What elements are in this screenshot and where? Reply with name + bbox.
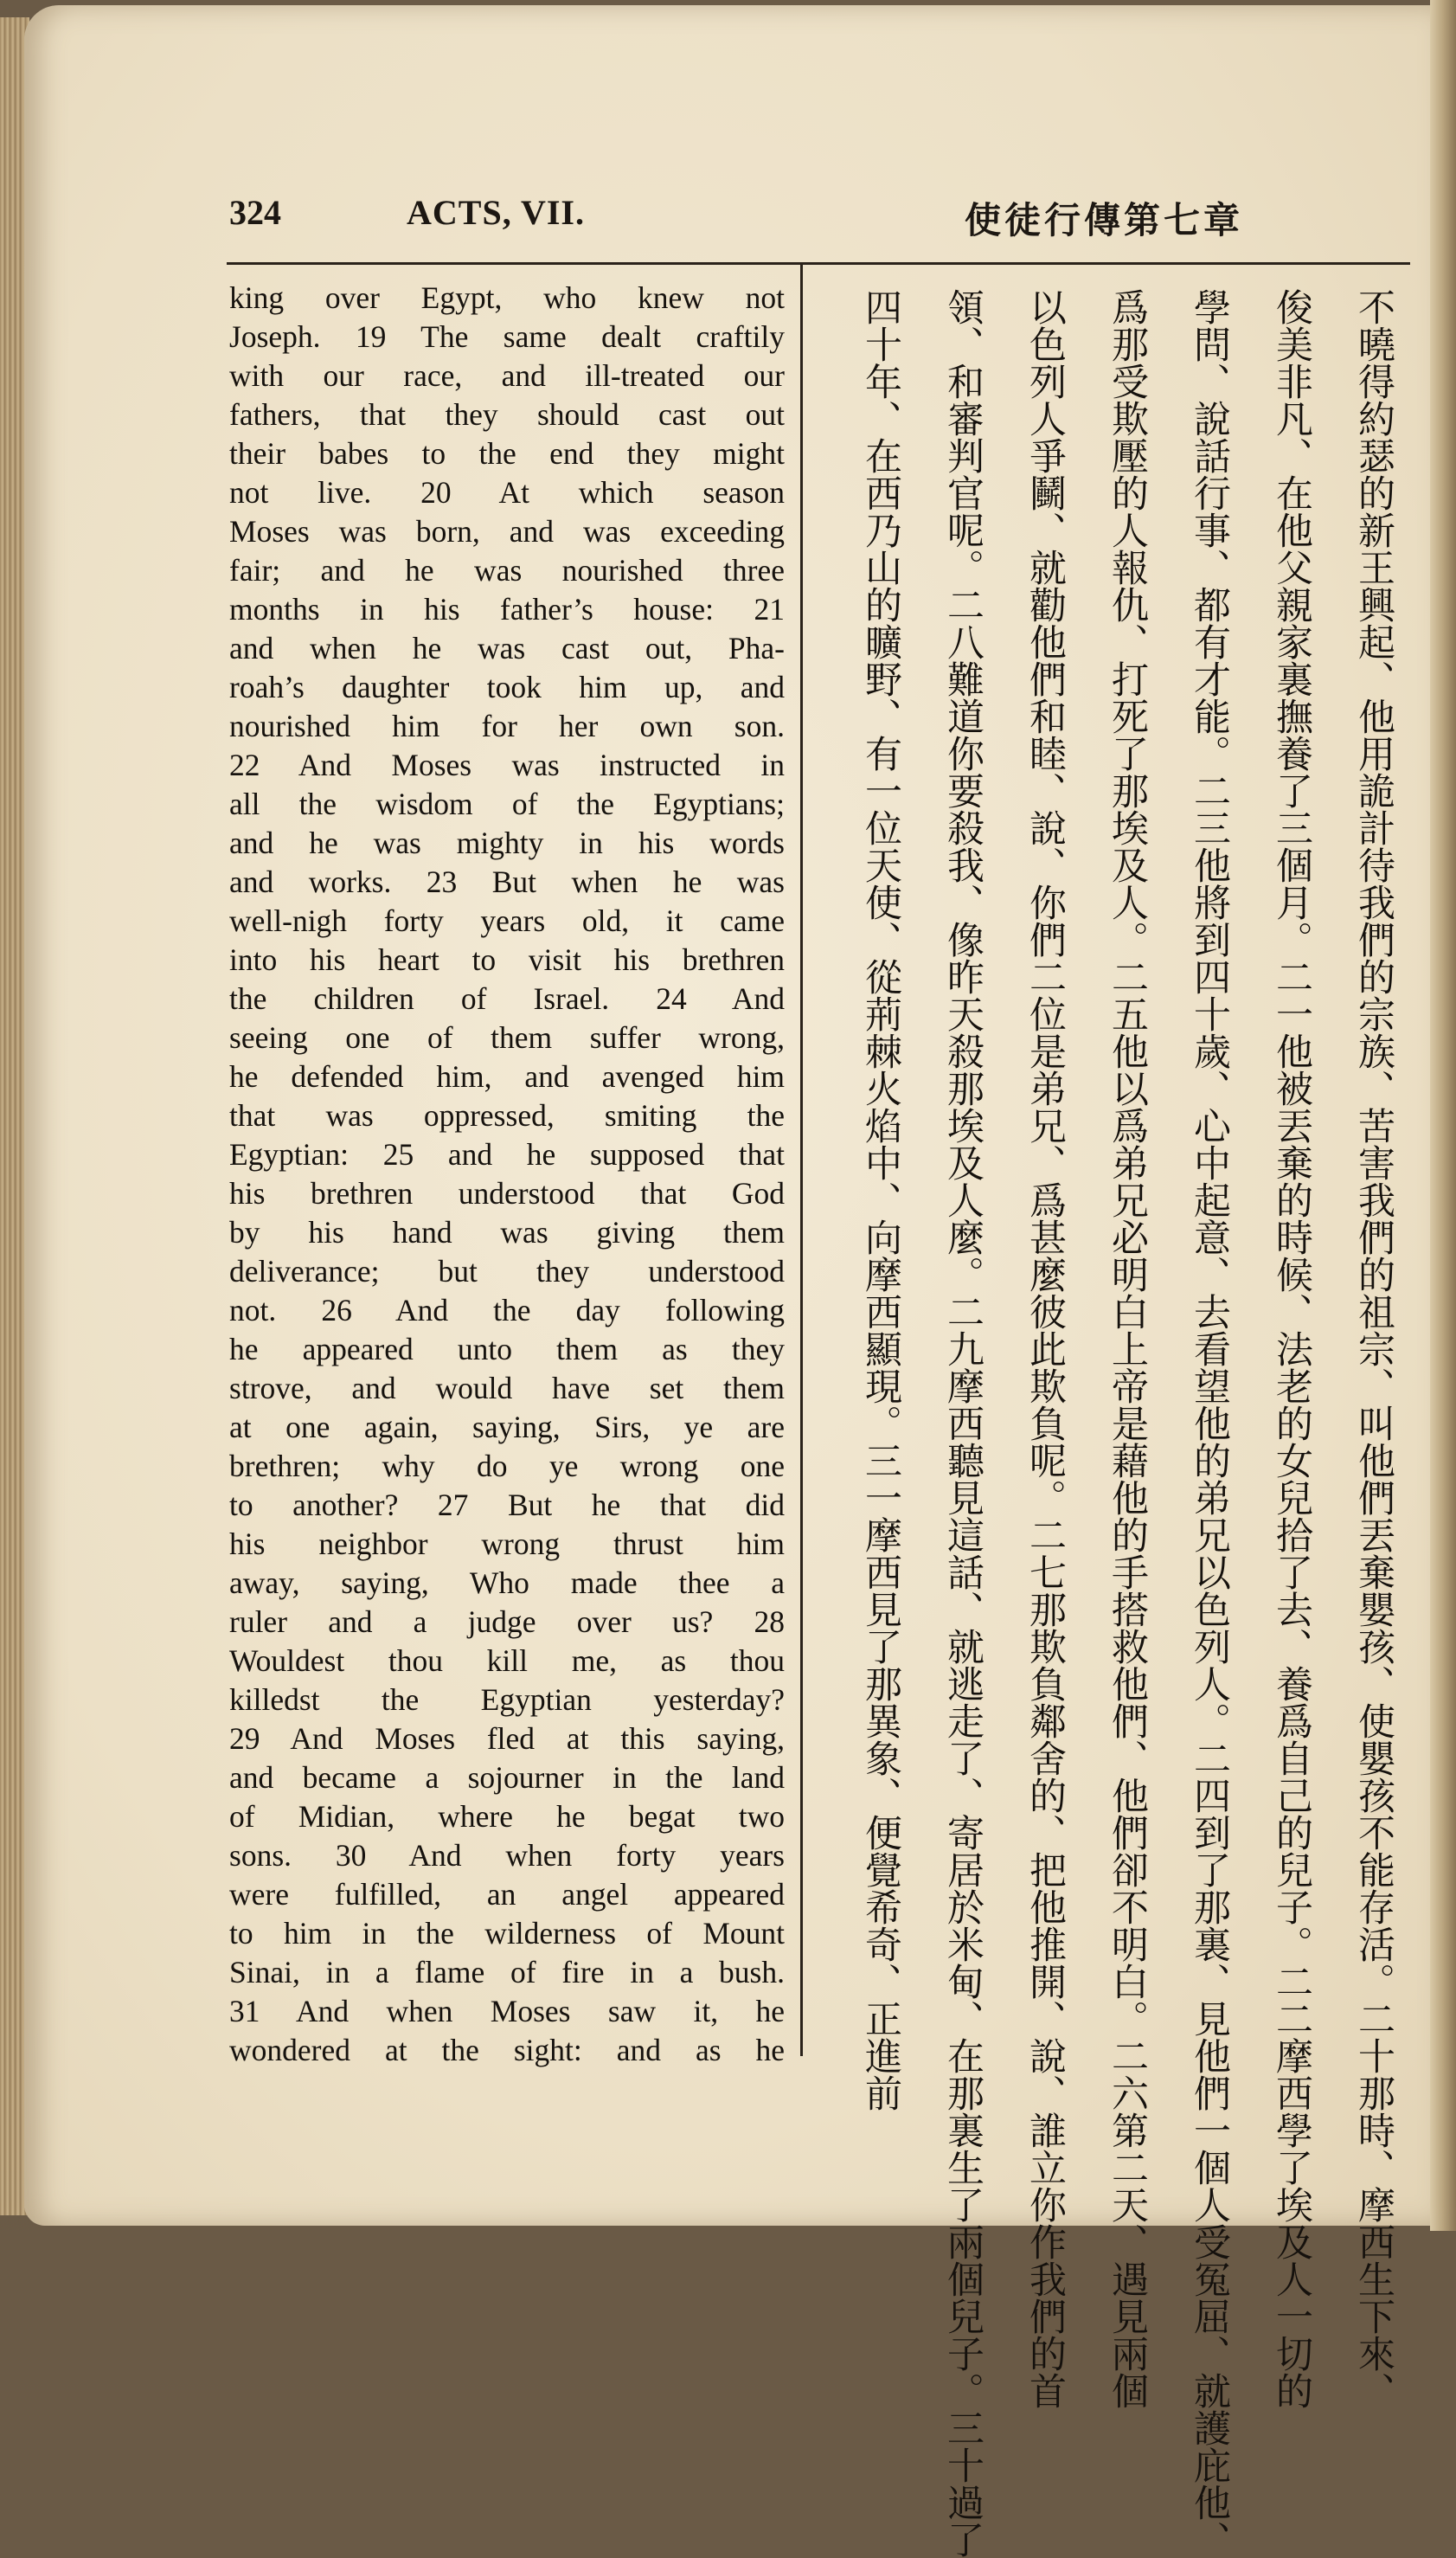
english-line: strove, and would have set them: [229, 1371, 785, 1405]
english-line: well-nigh forty years old, it came: [229, 903, 785, 938]
english-line: deliverance; but they understood: [229, 1254, 785, 1289]
english-line: king over Egypt, who knew not: [229, 280, 785, 315]
english-line: 22 And Moses was instructed in: [229, 748, 785, 782]
header-rule: [227, 262, 1410, 265]
english-line: fathers, that they should cast out: [229, 397, 785, 432]
english-line: not. 26 And the day following: [229, 1293, 785, 1327]
english-line: with our race, and ill-treated our: [229, 358, 785, 393]
english-line: his neighbor wrong thrust him: [229, 1526, 785, 1561]
english-line: 31 And when Moses saw it, he: [229, 1994, 785, 2028]
english-line: to him in the wilderness of Mount: [229, 1916, 785, 1951]
english-line: seeing one of them suffer wrong,: [229, 1020, 785, 1055]
english-line: his brethren understood that God: [229, 1176, 785, 1211]
english-line: away, saying, Who made thee a: [229, 1565, 785, 1600]
english-line: he defended him, and avenged him: [229, 1059, 785, 1094]
english-line: brethren; why do ye wrong one: [229, 1449, 785, 1483]
english-line: Sinai, in a flame of fire in a bush.: [229, 1955, 785, 1989]
english-line: and when he was cast out, Pha-: [229, 631, 785, 665]
english-line: fair; and he was nourished three: [229, 553, 785, 588]
chinese-column: 俊美非凡、在他父親家裏撫養了三個月。二一他被丟棄的時候、法老的女兒拾了去、養爲自己的兒子。二二摩西學了埃及人一切的: [1270, 288, 1313, 2409]
english-line: killedst the Egyptian yesterday?: [229, 1682, 785, 1717]
english-line: were fulfilled, an angel appeared: [229, 1877, 785, 1912]
chinese-column: 不曉得約瑟的新王興起、他用詭計待我們的宗族、苦害我們的祖宗、叫他們丟棄嬰孩、使嬰孩不能存活。二十那時、摩西生下來、: [1352, 288, 1395, 2409]
english-line: of Midian, where he begat two: [229, 1799, 785, 1834]
english-line: by his hand was giving them: [229, 1215, 785, 1250]
english-line: wondered at the sight: and as he: [229, 2033, 785, 2067]
chinese-column: 四十年、在西乃山的曠野、有一位天使、從荊棘火焰中、向摩西顯現。三一摩西見了那異象、便覺希奇、正進前: [859, 288, 902, 2111]
english-line: he appeared unto them as they: [229, 1332, 785, 1366]
english-line: Egyptian: 25 and he supposed that: [229, 1137, 785, 1172]
running-title: ACTS, VII.: [407, 193, 585, 232]
english-line: nourished him for her own son.: [229, 709, 785, 743]
english-line: roah’s daughter took him up, and: [229, 670, 785, 704]
english-line: and became a sojourner in the land: [229, 1760, 785, 1795]
english-line: that was oppressed, smiting the: [229, 1098, 785, 1133]
english-line: not live. 20 At which season: [229, 475, 785, 510]
english-line: and works. 23 But when he was: [229, 864, 785, 899]
english-line: 29 And Moses fled at this saying,: [229, 1721, 785, 1756]
chinese-column: 爲那受欺壓的人報仇、打死了那埃及人。二五他以爲弟兄必明白上帝是藉他的手搭救他們、他們卻不明白。二六第二天、遇見兩個: [1106, 288, 1149, 2409]
english-line: all the wisdom of the Egyptians;: [229, 787, 785, 821]
english-text-column: [229, 279, 785, 2070]
english-line: and he was mighty in his words: [229, 826, 785, 860]
english-line: the children of Israel. 24 And: [229, 981, 785, 1016]
english-line: sons. 30 And when forty years: [229, 1838, 785, 1873]
chinese-running-title: 使徒行傳第七章: [965, 199, 1244, 241]
english-line: months in his father’s house: 21: [229, 592, 785, 627]
english-line: Joseph. 19 The same dealt craftily: [229, 319, 785, 354]
chinese-text-column: [809, 275, 1406, 2558]
english-line: Wouldest thou kill me, as thou: [229, 1643, 785, 1678]
english-line: ruler and a judge over us? 28: [229, 1604, 785, 1639]
chinese-column: 學問、說話行事、都有才能。二三他將到四十歲、心中起意、去看望他的弟兄以色列人。二四到了那裏、見他們一個人受冤屈、就護庇他、: [1188, 288, 1231, 2558]
chinese-column: 領、和審判官呢。二八難道你要殺我、像昨天殺那埃及人麼。二九摩西聽見這話、就逃走了、寄居於米甸、在那裏生了兩個兒子。三十過了: [941, 288, 985, 2558]
book-gutter-shadow: [1430, 0, 1456, 2231]
page-number: 324: [229, 193, 281, 232]
column-divider: [800, 265, 803, 2056]
english-line: their babes to the end they might: [229, 436, 785, 471]
english-line: Moses was born, and was exceeding: [229, 514, 785, 549]
english-line: at one again, saying, Sirs, ye are: [229, 1410, 785, 1444]
chinese-column: 以色列人爭鬭、就勸他們和睦、說、你們二位是弟兄、爲甚麼彼此欺負呢。二七那欺負鄰舍的、把他推開、說、誰立你作我們的首: [1023, 288, 1067, 2409]
english-line: into his heart to visit his brethren: [229, 942, 785, 977]
english-line: to another? 27 But he that did: [229, 1488, 785, 1522]
